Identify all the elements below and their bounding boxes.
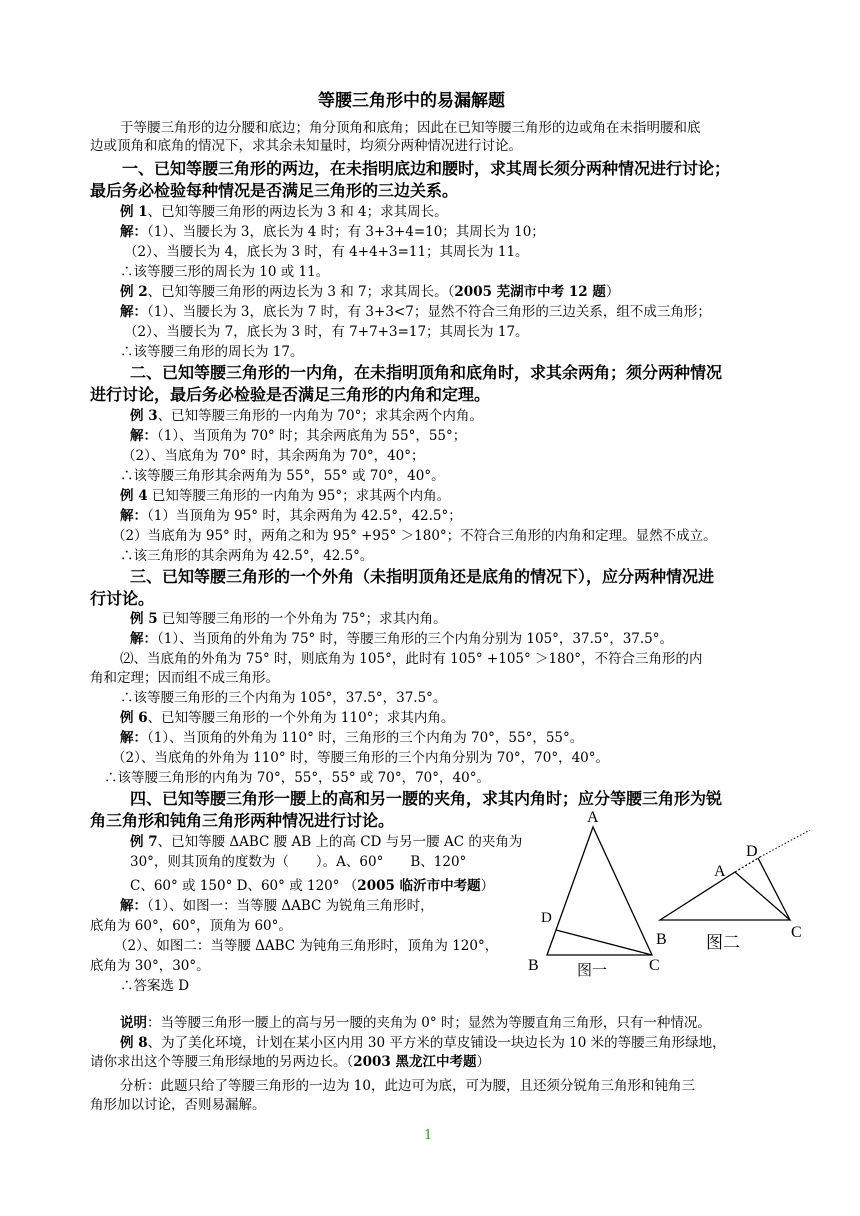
- note-label: 说明: [120, 1015, 147, 1031]
- example-3-question: 例 3、已知等腰三角形的一内角为 70°；求其余两个内角。: [130, 408, 483, 424]
- figure-1-caption: 图一: [577, 963, 608, 979]
- example-4-step-2: （2）当底角为 95° 时，两角之和为 95° +95° ＞180°；不符合三角形的内角和定理。显然不成立。: [112, 528, 717, 544]
- page-number: 1: [424, 1128, 433, 1143]
- example-1-label: 例 1: [120, 204, 148, 220]
- example-4-question: 例 4 已知等腰三角形的一内角为 95°；求其两个内角。: [120, 488, 451, 504]
- figure-1-label-a: A: [587, 809, 599, 826]
- example-5-conclusion: ∴该等腰三角形的三个内角为 105°，37.5°，37.5°。: [120, 690, 447, 706]
- example-6-question: 例 6、已知等腰三角形的一个外角为 110°；求其内角。: [120, 710, 455, 726]
- section-4-heading-line-1: 四、已知等腰三角形一腰上的高和另一腰的夹角，求其内角时；应分等腰三角形为锐: [130, 789, 723, 808]
- figure-2-extension-dotted: [760, 830, 810, 857]
- figure-1-triangle: [547, 827, 652, 955]
- example-2-label: 例 2: [120, 284, 148, 300]
- example-6-step-1: 解：（1）、当顶角的外角为 110° 时，三角形的三个内角为 70°，55°，55°。: [120, 730, 584, 746]
- example-8-analysis-line-1: 分析：此题只给了等腰三角形的一边为 10，此边可为底，可为腰，且还须分锐角三角形和钝角三: [120, 1078, 695, 1094]
- example-7-conclusion: ∴答案选 D: [120, 978, 190, 994]
- solution-label: 解：: [120, 304, 147, 320]
- example-3-label: 例 3: [130, 408, 158, 424]
- example-6-step-2: （2）、当底角的外角为 110° 时，等腰三角形的三个内角分别为 70°，70°，40°。: [112, 750, 610, 766]
- section-3-heading-line-1: 三、已知等腰三角形的一个外角（未指明顶角还是底角的情况下），应分两种情况进: [130, 567, 715, 586]
- solution-label: 解：: [130, 631, 157, 647]
- example-3-conclusion: ∴该等腰三角形其余两角为 55°，55° 或 70°，40°。: [120, 468, 445, 484]
- example-7-source: 2005 临沂市中考题: [357, 878, 481, 894]
- example-2-question: 例 2、已知等腰三角形的两边长为 3 和 7；求其周长。（2005 芜湖市中考 12 题）: [120, 284, 620, 300]
- example-8-source: 2003 黑龙江中考题: [353, 1054, 477, 1070]
- example-5-step-1: 解：（1）、当顶角的外角为 75° 时，等腰三角形的三个内角分别为 105°，37.5°，37.5°。: [130, 631, 674, 647]
- example-8-analysis-line-2: 角形加以讨论，否则易漏解。: [90, 1097, 266, 1113]
- section-4-heading-line-2: 角三角形和钝角三角形两种情况进行讨论。: [90, 811, 395, 830]
- example-3-step-1: 解：（1）、当顶角为 70° 时；其余两底角为 55°，55°；: [130, 428, 467, 444]
- example-2-source: 2005 芜湖市中考 12 题: [454, 284, 606, 300]
- section-1-heading-line-2: 最后务必检验每种情况是否满足三角形的三边关系。: [90, 181, 459, 200]
- section-2-heading-line-2: 进行讨论，最后务必检验是否满足三角形的内角和定理。: [90, 385, 491, 404]
- example-7-step-2-line-1: （2）、如图二：当等腰 ΔABC 为钝角三角形时，顶角为 120°，: [114, 938, 499, 954]
- note-line: 说明：当等腰三角形一腰上的高与另一腰的夹角为 0° 时；显然为等腰直角三角形，只有一种情况。: [120, 1015, 711, 1031]
- intro-line-2: 边或顶角和底角的情况下，求其余未知量时，均须分两种情况进行讨论。: [90, 138, 522, 154]
- figure-2-label-c: C: [791, 924, 802, 941]
- figure-2-label-b: B: [656, 931, 667, 948]
- intro-line-1: 于等腰三角形的边分腰和底边；角分顶角和底角；因此在已知等腰三角形的边或角在未指明腰和底: [120, 120, 701, 136]
- figure-2-label-d: D: [746, 843, 758, 860]
- solution-label: 解：: [120, 730, 147, 746]
- example-2-step-2: （2）、当腰长为 7，底长为 3 时，有 7+7+3=17；其周长为 17。: [124, 324, 529, 340]
- figure-1-altitude-cd: [556, 930, 652, 955]
- example-5-step-2-line-2: 角和定理；因而组不成三角形。: [90, 670, 279, 686]
- example-7-step-2-line-2: 底角为 30°，30°。: [90, 958, 210, 974]
- example-1-conclusion: ∴该等腰三形的周长为 10 或 11。: [120, 264, 330, 280]
- example-6-label: 例 6: [120, 710, 148, 726]
- solution-label: 解：: [130, 428, 157, 444]
- figure-2-caption: 图二: [706, 933, 740, 952]
- example-1-question: 例 1、已知等腰三角形的两边长为 3 和 4；求其周长。: [120, 204, 448, 220]
- example-7-step-1-line-2: 底角为 60°，60°，顶角为 60°。: [90, 918, 292, 934]
- example-4-step-1: 解：（1）当顶角为 95° 时，其余两角为 42.5°，42.5°；: [120, 508, 462, 524]
- figure-2-label-a: A: [714, 863, 726, 880]
- example-5-step-2-line-1: ⑵、当底角的外角为 75° 时，则底角为 105°，此时有 105° +105° ＞180°，不符合三角形的内: [120, 651, 703, 667]
- example-1-step-1: 解：（1）、当腰长为 3，底长为 4 时；有 3+3+4=10；其周长为 10；: [120, 224, 545, 240]
- solution-label: 解：: [120, 224, 147, 240]
- example-4-label: 例 4: [120, 488, 148, 504]
- example-2-conclusion: ∴该等腰三角形的周长为 17。: [120, 344, 304, 360]
- figure-1-label-d: D: [541, 910, 552, 926]
- example-8-question-line-1: 例 8、为了美化环境，计划在某小区内用 30 平方米的草皮铺设一块边长为 10 米的等腰三角形绿地，: [120, 1035, 726, 1051]
- figure-2-altitude-cd: [758, 858, 790, 920]
- example-7-question-line-1: 例 7、已知等腰 ΔABC 腰 AB 上的高 CD 与另一腰 AC 的夹角为: [130, 834, 523, 850]
- section-3-heading-line-2: 行讨论。: [90, 589, 155, 608]
- section-2-heading-line-1: 二、已知等腰三角形的一内角，在未指明顶角和底角时，求其余两角；须分两种情况: [130, 363, 723, 382]
- example-6-conclusion: ∴该等腰三角形的内角为 70°，55°，55° 或 70°，70°，40°。: [104, 770, 490, 786]
- figure-1-label-c: C: [649, 957, 660, 974]
- example-8-question-line-2: 请你求出这个等腰三角形绿地的另两边长。（2003 黑龙江中考题）: [90, 1054, 491, 1070]
- example-7-question-line-3: C、60° 或 150° D、60° 或 120° （2005 临沂市中考题）: [130, 878, 495, 894]
- example-4-conclusion: ∴该三角形的其余两角为 42.5°，42.5°。: [120, 548, 374, 564]
- example-7-step-1-line-1: 解：（1）、如图一：当等腰 ΔABC 为锐角三角形时，: [120, 898, 434, 914]
- example-5-question: 例 5 已知等腰三角形的一个外角为 75°；求其内角。: [130, 611, 447, 627]
- example-2-step-1: 解：（1）、当腰长为 3，底长为 7 时，有 3+3<7；显然不符合三角形的三边关系，组不成三角形；: [120, 304, 711, 320]
- figure-2: [650, 830, 820, 960]
- solution-label: 解：: [120, 898, 147, 914]
- page-title: 等腰三角形中的易漏解题: [318, 91, 505, 111]
- section-1-heading-line-1: 一、已知等腰三角形的两边，在未指明底边和腰时，求其周长须分两种情况进行讨论；: [122, 159, 731, 178]
- example-3-step-2: （2）、当底角为 70° 时，其余两角为 70°，40°；: [122, 448, 425, 464]
- example-1-step-2: （2）、当腰长为 4，底长为 3 时，有 4+4+3=11；其周长为 11。: [124, 244, 529, 260]
- example-7-question-line-2: 30°，则其顶角的度数为（ ）。A、60° B、120°: [130, 854, 467, 870]
- solution-label: 解：: [120, 508, 147, 524]
- example-8-label: 例 8: [120, 1035, 148, 1051]
- figure-1-label-b: B: [528, 957, 539, 974]
- example-7-label: 例 7: [130, 834, 158, 850]
- figure-1: [520, 800, 670, 980]
- example-5-label: 例 5: [130, 611, 158, 627]
